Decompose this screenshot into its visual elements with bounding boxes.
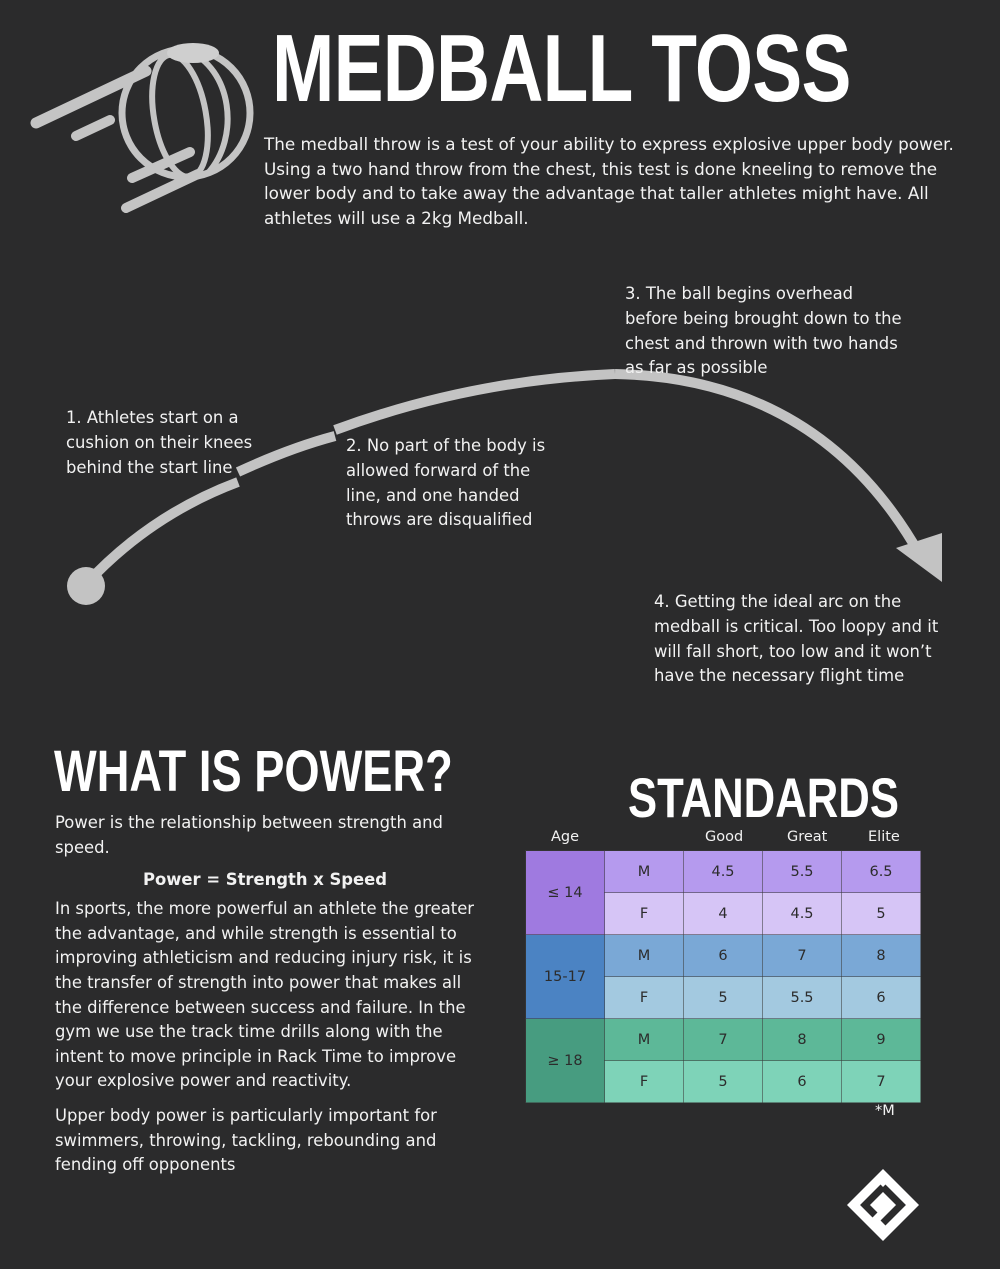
great-cell: 5.5: [763, 977, 842, 1019]
sex-cell: M: [605, 935, 684, 977]
good-cell: 6: [684, 935, 763, 977]
standards-footnote: *M: [875, 1103, 895, 1119]
step-3-text: 3. The ball begins overhead before being brought down to the chest and thrown with two hands as far as possible: [625, 284, 902, 378]
elite-cell: 8: [842, 935, 921, 977]
col-header-age: Age: [551, 829, 580, 845]
standards-row: [526, 935, 921, 977]
brand-logo-icon: [843, 1165, 923, 1245]
intro-text: The medball throw is a test of your ability to express explosive upper body power. Using a two hand throw from the chest, this test is done kneeling to remove the lower body and to take away the advantage that taller athletes might have. All athletes will use a 2kg Medball.: [264, 134, 954, 228]
great-cell: 6: [763, 1061, 842, 1103]
elite-cell: 5: [842, 893, 921, 935]
sex-cell: M: [605, 851, 684, 893]
age-group-cell: ≥ 18: [526, 1019, 605, 1103]
age-group-cell: ≤ 14: [526, 851, 605, 935]
step-1-text: 1. Athletes start on a cushion on their knees behind the start line: [66, 408, 253, 477]
power-heading: WHAT IS POWER?: [54, 739, 453, 804]
good-cell: 4.5: [684, 851, 763, 893]
step-4-text: 4. Getting the ideal arc on the medball is critical. Too loopy and it will fall short, too low and it won’t have the necessary flight time: [654, 592, 939, 686]
power-definition: Power is the relationship between strength and speed.: [55, 813, 443, 857]
good-cell: 7: [684, 1019, 763, 1061]
sex-cell: F: [605, 893, 684, 935]
col-header-great: Great: [787, 829, 828, 845]
power-upper-body: Upper body power is particularly important for swimmers, throwing, tackling, rebounding and fending off opponents: [55, 1105, 437, 1175]
elite-cell: 6.5: [842, 851, 921, 893]
great-cell: 5.5: [763, 851, 842, 893]
standards-table: [525, 850, 921, 1103]
page-title: MEDBALL TOSS: [272, 15, 851, 122]
good-cell: 5: [684, 977, 763, 1019]
standards-row: [526, 851, 921, 893]
sex-cell: F: [605, 977, 684, 1019]
elite-cell: 9: [842, 1019, 921, 1061]
sex-cell: F: [605, 1061, 684, 1103]
great-cell: 4.5: [763, 893, 842, 935]
standards-row: [526, 1019, 921, 1061]
step-2-text: 2. No part of the body is allowed forward of the line, and one handed throws are disqualified: [346, 436, 546, 530]
good-cell: 4: [684, 893, 763, 935]
sex-cell: M: [605, 1019, 684, 1061]
standards-heading: STANDARDS: [628, 766, 899, 829]
col-header-elite: Elite: [868, 829, 900, 845]
elite-cell: 6: [842, 977, 921, 1019]
power-body: In sports, the more powerful an athlete the greater the advantage, and while strength is essential to improving athleticism and reducing injury risk, it is the transfer of strength into power that makes all the difference between success and failure. In the gym we use the track time drills along with the intent to move principle in Rack Time to improve your explosive power and reactivity.: [55, 899, 475, 1091]
great-cell: 8: [763, 1019, 842, 1061]
col-header-good: Good: [705, 829, 744, 845]
good-cell: 5: [684, 1061, 763, 1103]
great-cell: 7: [763, 935, 842, 977]
power-section: [55, 811, 475, 1178]
power-formula: Power = Strength x Speed: [143, 870, 387, 890]
elite-cell: 7: [842, 1061, 921, 1103]
age-group-cell: 15-17: [526, 935, 605, 1019]
